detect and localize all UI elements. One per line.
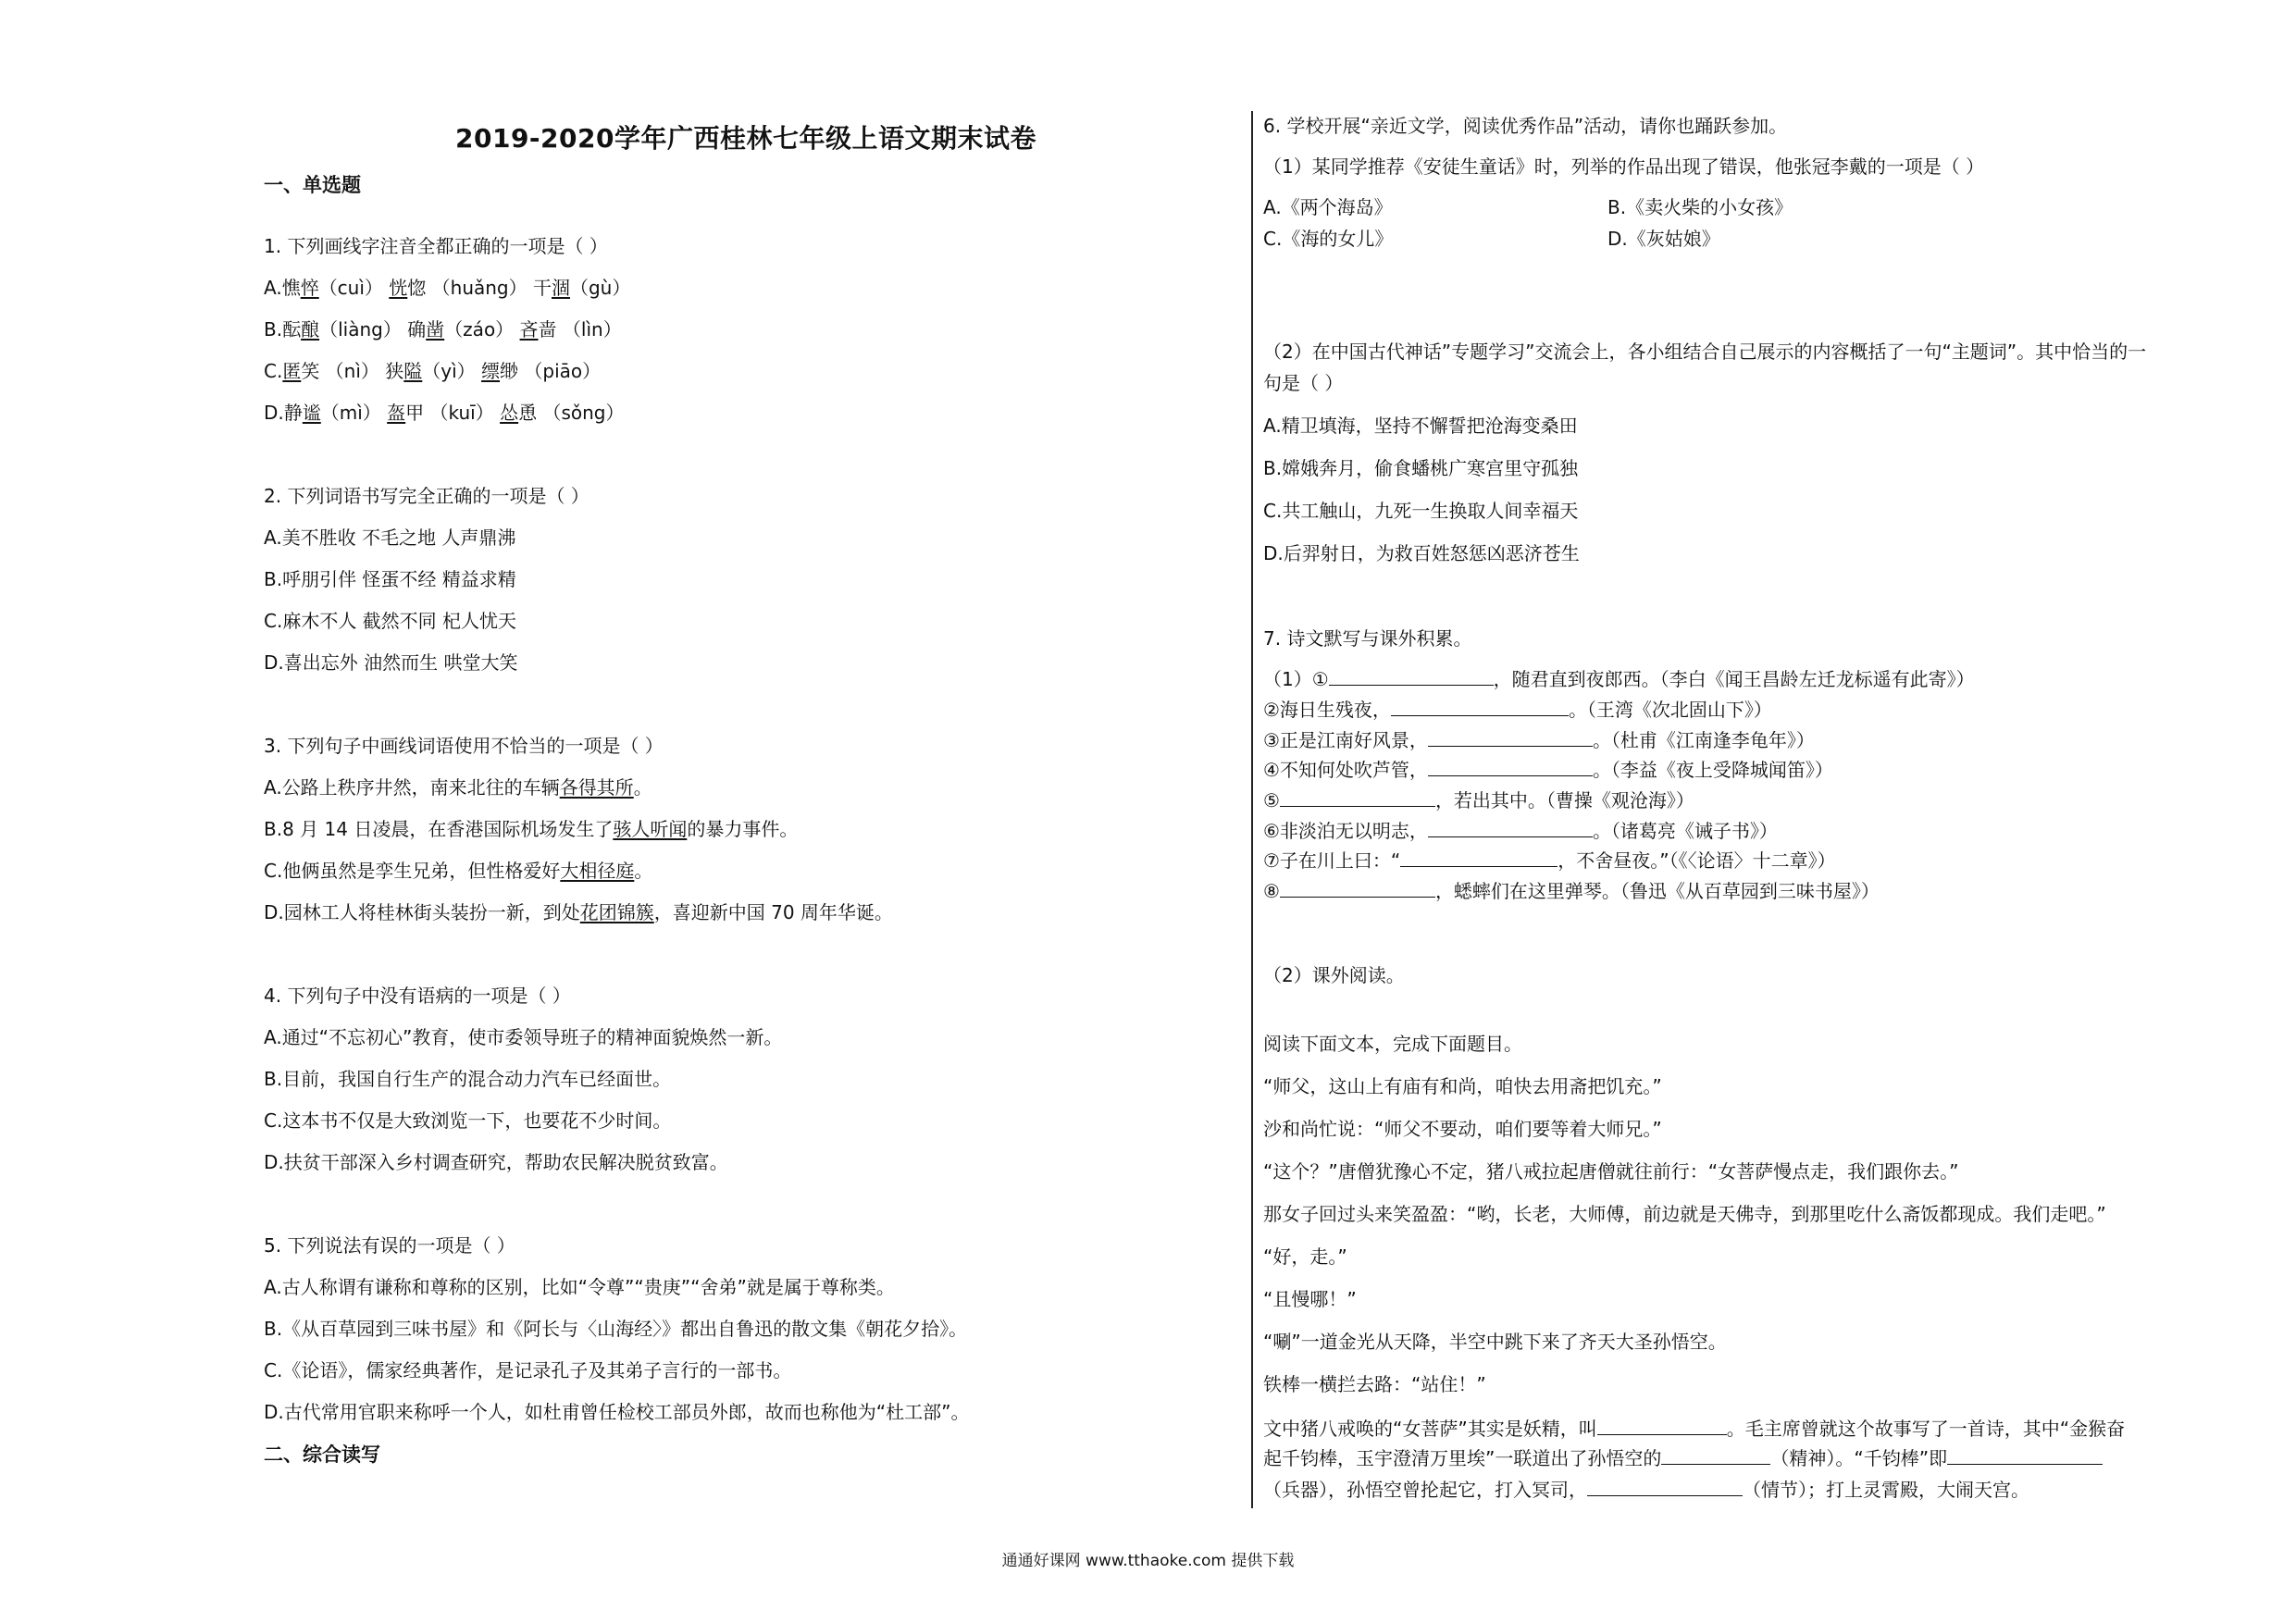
- question-4-option-b: B.目前，我国自行生产的混合动力汽车已经面世。: [264, 1068, 672, 1090]
- section-heading-reading-writing: 二、综合读写: [264, 1443, 380, 1466]
- question-4-option-d: D.扶贫干部深入乡村调查研究，帮助农民解决脱贫致富。: [264, 1151, 728, 1173]
- question-4-option-a: A.通过“不忘初心”教育，使市委领导班子的精神面貌焕然一新。: [264, 1026, 783, 1048]
- recitation-line-1: （1）① ，随君直到夜郎西。（李白《闻王昌龄左迁龙标遥有此寄》）: [1263, 668, 1975, 690]
- page-title: 2019-2020学年广西桂林七年级上语文期末试卷: [455, 123, 1036, 154]
- question-6-2-option-a: A.精卫填海，坚持不懈誓把沧海变桑田: [1263, 415, 1578, 437]
- answer-blank[interactable]: [1597, 1416, 1727, 1435]
- reading-question-line-3: （兵器），孙悟空曾抡起它，打入冥司， （情节）；打上灵霄殿，大闹天宫。: [1263, 1479, 2029, 1501]
- question-5-stem: 5. 下列说法有误的一项是（ ）: [264, 1234, 515, 1257]
- recitation-line-7: ⑦子在川上曰：“ ，不舍昼夜。”（《〈论语〉十二章》）: [1263, 849, 1836, 872]
- question-3-option-b: B.8 月 14 日凌晨，在香港国际机场发生了骇人听闻的暴力事件。: [264, 818, 799, 840]
- question-6-1-option-c: C.《海的女儿》: [1263, 228, 1394, 250]
- reading-text-1: “师父，这山上有庙有和尚，咱快去用斋把饥充。”: [1263, 1075, 1662, 1097]
- question-4-stem: 4. 下列句子中没有语病的一项是（ ）: [264, 985, 571, 1007]
- reading-text-7: “唰”一道金光从天降，半空中跳下来了齐天大圣孙悟空。: [1263, 1331, 1727, 1353]
- reading-text-2: 沙和尚忙说：“师父不要动，咱们要等着大师兄。”: [1263, 1118, 1662, 1140]
- question-1-option-b: B.酝酿（liàng） 确凿（záo） 吝啬 （lìn）: [264, 318, 622, 341]
- answer-blank[interactable]: [1428, 757, 1593, 776]
- reading-question-line-2: 起千钧棒，玉宇澄清万里埃”一联道出了孙悟空的 （精神）。“千钧棒”即: [1263, 1445, 2103, 1471]
- reading-intro: 阅读下面文本，完成下面题目。: [1263, 1033, 1522, 1055]
- answer-blank[interactable]: [1587, 1477, 1743, 1496]
- answer-blank[interactable]: [1428, 818, 1593, 837]
- reading-text-6: “且慢哪！”: [1263, 1288, 1357, 1310]
- answer-blank[interactable]: [1400, 848, 1558, 867]
- question-2-option-d: D.喜出忘外 油然而生 哄堂大笑: [264, 651, 518, 674]
- reading-question-line-1: 文中猪八戒唤的“女菩萨”其实是妖精，叫 。毛主席曾就这个故事写了一首诗，其中“金猴奋: [1263, 1418, 2126, 1440]
- recitation-line-5: ⑤ ，若出其中。（曹操《观沧海》）: [1263, 789, 1694, 812]
- question-2-option-c: C.麻木不人 截然不同 杞人忧天: [264, 610, 517, 632]
- question-1-option-a: A.憔悴（cuì） 恍惚 （huǎng） 干涸（gù）: [264, 277, 631, 299]
- question-5-option-a: A.古人称谓有谦称和尊称的区别，比如“令尊”“贵庚”“舍弟”就是属于尊称类。: [264, 1276, 895, 1298]
- question-4-option-c: C.这本书不仅是大致浏览一下，也要花不少时间。: [264, 1109, 672, 1132]
- question-7-stem: 7. 诗文默写与课外积累。: [1263, 627, 1472, 650]
- question-1-stem: 1. 下列画线字注音全都正确的一项是（ ）: [264, 235, 608, 257]
- reading-text-3: “这个？”唐僧犹豫心不定，猪八戒拉起唐僧就往前行：“女菩萨慢点走，我们跟你去。”: [1263, 1160, 1959, 1183]
- question-6-1-option-a: A.《两个海岛》: [1263, 196, 1393, 218]
- question-6-1-option-d: D.《灰姑娘》: [1607, 228, 1720, 250]
- question-2-option-b: B.呼朋引伴 怪蛋不经 精益求精: [264, 568, 516, 590]
- recitation-line-3: ③正是江南好风景， 。（杜甫《江南逢李龟年》）: [1263, 729, 1815, 751]
- question-2-stem: 2. 下列词语书写完全正确的一项是（ ）: [264, 485, 590, 507]
- answer-blank[interactable]: [1280, 878, 1435, 898]
- question-3-option-c: C.他俩虽然是孪生兄弟，但性格爱好大相径庭。: [264, 860, 653, 882]
- question-3-option-d: D.园林工人将桂林街头装扮一新，到处花团锦簇，喜迎新中国 70 周年华诞。: [264, 901, 893, 923]
- answer-blank[interactable]: [1947, 1445, 2103, 1465]
- question-1-option-d: D.静谧（mì） 盔甲 （kuī） 怂恿 （sǒng）: [264, 402, 625, 424]
- answer-blank[interactable]: [1391, 697, 1569, 716]
- answer-blank[interactable]: [1661, 1445, 1770, 1465]
- question-1-option-c: C.匿笑 （nì） 狭隘（yì） 缥缈 （piāo）: [264, 360, 602, 382]
- question-6-1-option-b: B.《卖火柴的小女孩》: [1607, 196, 1793, 218]
- question-2-option-a: A.美不胜收 不毛之地 人声鼎沸: [264, 527, 516, 549]
- question-5-option-c: C.《论语》，儒家经典著作，是记录孔子及其弟子言行的一部书。: [264, 1359, 792, 1381]
- reading-text-4: 那女子回过头来笑盈盈：“哟，长老，大师傅，前边就是天佛寺，到那里吃什么斋饭都现成。我们走吧。”: [1263, 1203, 2106, 1225]
- question-6-part-2-line-1: （2）在中国古代神话”专题学习”交流会上，各小组结合自己展示的内容概括了一句“主题词”。其中恰当的一: [1263, 341, 2147, 363]
- question-7-part-2: （2）课外阅读。: [1263, 964, 1405, 986]
- question-6-stem: 6. 学校开展“亲近文学，阅读优秀作品”活动，请你也踊跃参加。: [1263, 115, 1788, 137]
- answer-blank[interactable]: [1428, 727, 1593, 747]
- question-3-option-a: A.公路上秩序井然，南来北往的车辆各得其所。: [264, 776, 652, 799]
- question-3-stem: 3. 下列句子中画线词语使用不恰当的一项是（ ）: [264, 735, 664, 757]
- question-5-option-d: D.古代常用官职来称呼一个人，如杜甫曾任检校工部员外郎，故而也称他为“杜工部”。: [264, 1401, 970, 1423]
- recitation-line-8: ⑧ ，蟋蟀们在这里弹琴。（鲁迅《从百草园到三味书屋》）: [1263, 880, 1880, 902]
- reading-text-8: 铁棒一横拦去路：“站住！”: [1263, 1373, 1486, 1395]
- answer-blank[interactable]: [1329, 666, 1494, 686]
- answer-blank[interactable]: [1280, 787, 1435, 807]
- recitation-line-4: ④不知何处吹芦管， 。（李益《夜上受降城闻笛》）: [1263, 759, 1833, 781]
- recitation-line-2: ②海日生残夜， 。（王湾《次北固山下》）: [1263, 699, 1772, 721]
- recitation-line-6: ⑥非淡泊无以明志， 。（诸葛亮《诫子书》）: [1263, 820, 1778, 842]
- question-6-2-option-c: C.共工触山，九死一生换取人间幸福天: [1263, 500, 1579, 522]
- question-6-2-option-d: D.后羿射日，为救百姓怒惩凶恶济苍生: [1263, 542, 1580, 564]
- question-6-part-1: （1）某同学推荐《安徒生童话》时，列举的作品出现了错误，他张冠李戴的一项是（ ）: [1263, 155, 1985, 178]
- section-heading-single-choice: 一、单选题: [264, 174, 361, 196]
- question-5-option-b: B.《从百草园到三味书屋》和《阿长与〈山海经〉》都出自鲁迅的散文集《朝花夕拾》。: [264, 1318, 968, 1340]
- question-6-part-2-line-2: 句是（ ）: [1263, 372, 1344, 394]
- question-6-2-option-b: B.嫦娥奔月，偷食蟠桃广寒宫里守孤独: [1263, 457, 1579, 479]
- reading-text-5: “好，走。”: [1263, 1245, 1347, 1268]
- right-column: [1245, 0, 2296, 1623]
- page-footer: 通通好课网 www.tthaoke.com 提供下载: [1001, 1552, 1295, 1570]
